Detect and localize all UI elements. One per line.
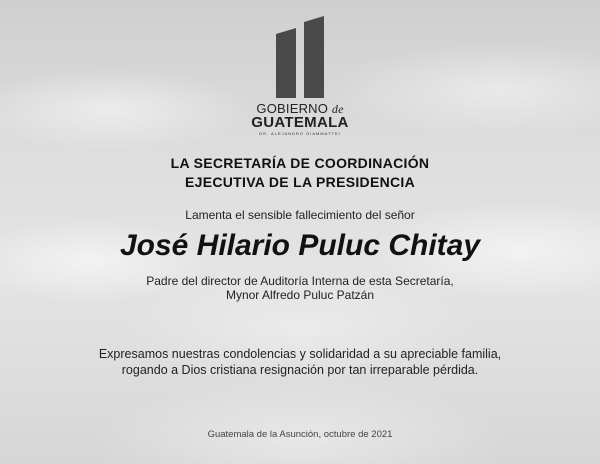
logo-subtitle-text: DR. ALEJANDRO GIAMMATTEI (259, 131, 341, 136)
condolences-line-2: rogando a Dios cristiana resignación por tan irreparable pérdida. (121, 363, 479, 377)
lamenta-text: Lamenta el sensible fallecimiento del señor (185, 208, 415, 222)
relation-line-2: Mynor Alfredo Puluc Patzán (225, 288, 375, 302)
deceased-name: José Hilario Puluc Chitay (119, 229, 481, 262)
condolences-line-1: Expresamos nuestras condolencias y solidaridad a su apreciable familia, (98, 347, 502, 361)
logo-bar-right (304, 16, 324, 98)
footer-place-date: Guatemala de la Asunción, octubre de 2021 (207, 429, 393, 440)
heading-line-1: LA SECRETARÍA DE COORDINACIÓN (170, 155, 430, 171)
logo-guatemala-text: GUATEMALA (251, 114, 349, 131)
heading-line-2: EJECUTIVA DE LA PRESIDENCIA (184, 174, 416, 190)
logo-bar-left (276, 28, 296, 98)
relation-line-1: Padre del director de Auditoría Interna de esta Secretaría, (146, 274, 454, 288)
government-logo-icon (274, 14, 326, 98)
logo-gobierno-text: GOBIERNO de (256, 101, 344, 116)
